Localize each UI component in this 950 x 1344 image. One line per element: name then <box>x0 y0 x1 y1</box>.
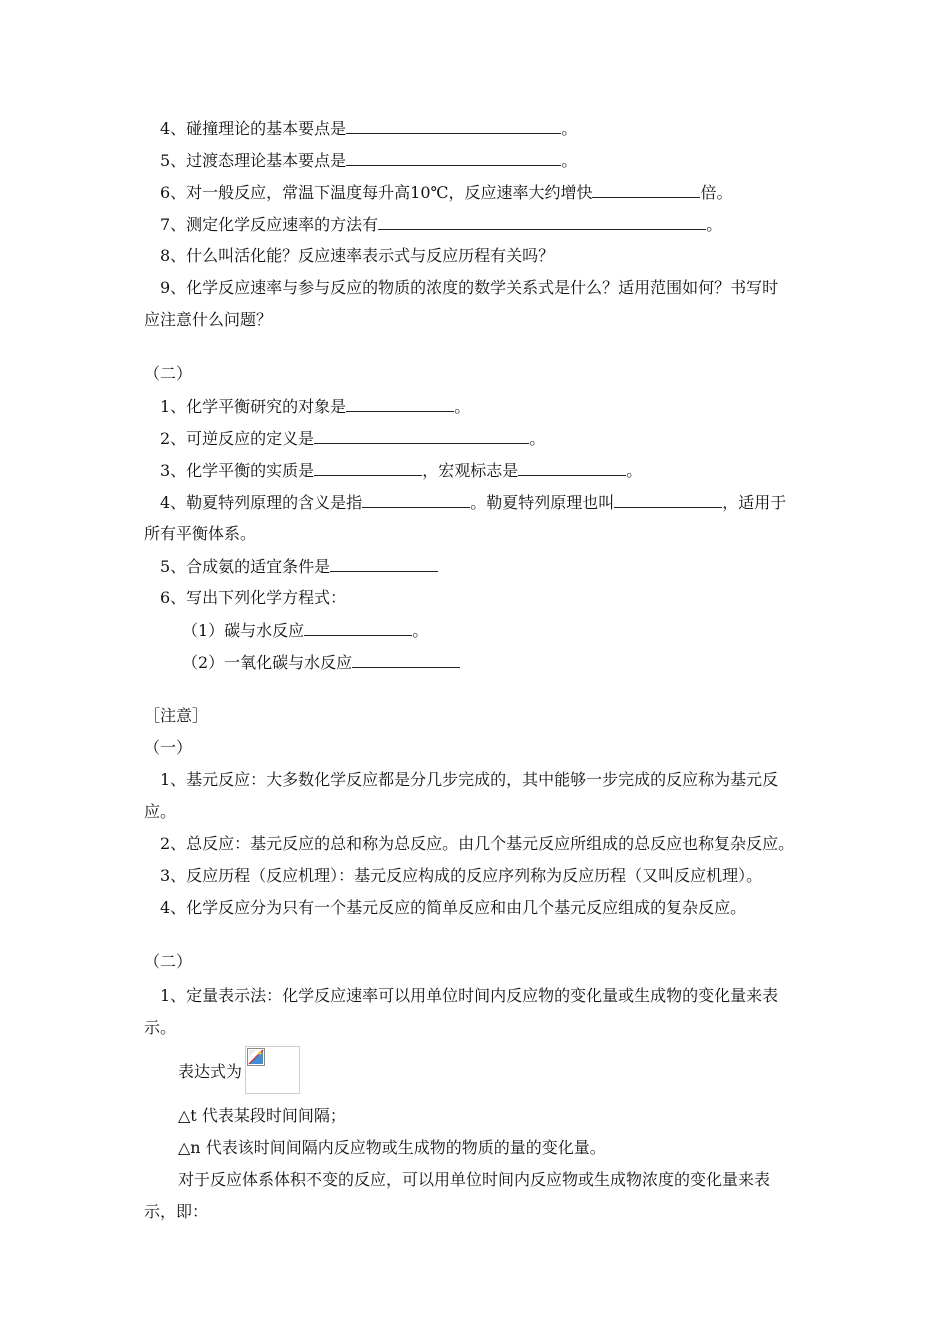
notes-heading: ［注意］ <box>144 706 209 725</box>
note-3: 3、反应历程（反应机理）：基元反应构成的反应序列称为反应历程（又叫反应机理）。 <box>160 866 763 885</box>
question-5: 5、过渡态理论基本要点是 。 <box>160 151 578 170</box>
answer-blank <box>592 182 700 198</box>
note-1-line-1: 1、基元反应：大多数化学反应都是分几步完成的，其中能够一步完成的反应称为基元反 <box>160 770 779 789</box>
section-heading: （二） <box>144 364 193 383</box>
section2-item-6: 6、写出下列化学方程式： <box>160 588 347 607</box>
question-9-line-2: 应注意什么问题？ <box>144 310 273 329</box>
answer-blank <box>330 556 438 572</box>
answer-blank <box>314 428 529 444</box>
broken-image-icon <box>247 1048 265 1066</box>
note-2: 2、总反应：基元反应的总和称为总反应。由几个基元反应所组成的总反应也称复杂反应。 <box>160 834 795 853</box>
notes-subheading-2: （二） <box>144 952 193 971</box>
answer-blank <box>362 492 470 508</box>
section2-item-6-2: （2）一氧化碳与水反应 <box>182 652 460 673</box>
formula-image <box>245 1046 300 1094</box>
section2-item-5: 5、合成氨的适宜条件是 <box>160 556 438 577</box>
delta-n-definition: △n 代表该时间间隔内反应物或生成物的物质的量的变化量。 <box>178 1138 606 1157</box>
method-1-line-1: 1、定量表示法：化学反应速率可以用单位时间内反应物的变化量或生成物的变化量来表 <box>160 986 779 1005</box>
section2-item-6-1: （1）碳与水反应 。 <box>182 621 429 640</box>
note-4: 4、化学反应分为只有一个基元反应的简单反应和由几个基元反应组成的复杂反应。 <box>160 898 747 917</box>
section2-item-1: 1、化学平衡研究的对象是 。 <box>160 397 471 416</box>
concentration-line-2: 示，即： <box>144 1202 209 1221</box>
notes-subheading-1: （一） <box>144 738 193 757</box>
section2-item-4-line-2: 所有平衡体系。 <box>144 524 257 543</box>
delta-t-definition: △t 代表某段时间间隔； <box>178 1106 346 1125</box>
question-9-line-1: 9、化学反应速率与参与反应的物质的浓度的数学关系式是什么？适用范围如何？书写时 <box>160 278 779 297</box>
answer-blank <box>314 460 422 476</box>
answer-blank <box>304 620 412 636</box>
answer-blank <box>378 214 706 230</box>
answer-blank <box>518 460 626 476</box>
method-1-line-2: 示。 <box>144 1018 177 1037</box>
section2-item-2: 2、可逆反应的定义是 。 <box>160 429 546 448</box>
answer-blank <box>352 652 460 668</box>
question-7: 7、测定化学反应速率的方法有 。 <box>160 215 723 234</box>
answer-blank <box>346 150 561 166</box>
section2-item-4: 4、勒夏特列原理的含义是指 。勒夏特列原理也叫 ，适用于 <box>160 493 787 512</box>
section2-item-3: 3、化学平衡的实质是 ，宏观标志是 。 <box>160 461 643 480</box>
answer-blank <box>346 396 454 412</box>
concentration-line-1: 对于反应体系体积不变的反应，可以用单位时间内反应物或生成物浓度的变化量来表 <box>178 1170 771 1189</box>
answer-blank <box>614 492 722 508</box>
expression-label: 表达式为 <box>178 1062 243 1081</box>
question-6: 6、对一般反应，常温下温度每升高10℃，反应速率大约增快 倍。 <box>160 183 733 202</box>
question-4: 4、碰撞理论的基本要点是 。 <box>160 119 578 138</box>
note-1-line-2: 应。 <box>144 802 177 821</box>
question-8: 8、什么叫活化能？反应速率表示式与反应历程有关吗？ <box>160 246 555 265</box>
answer-blank <box>346 118 561 134</box>
